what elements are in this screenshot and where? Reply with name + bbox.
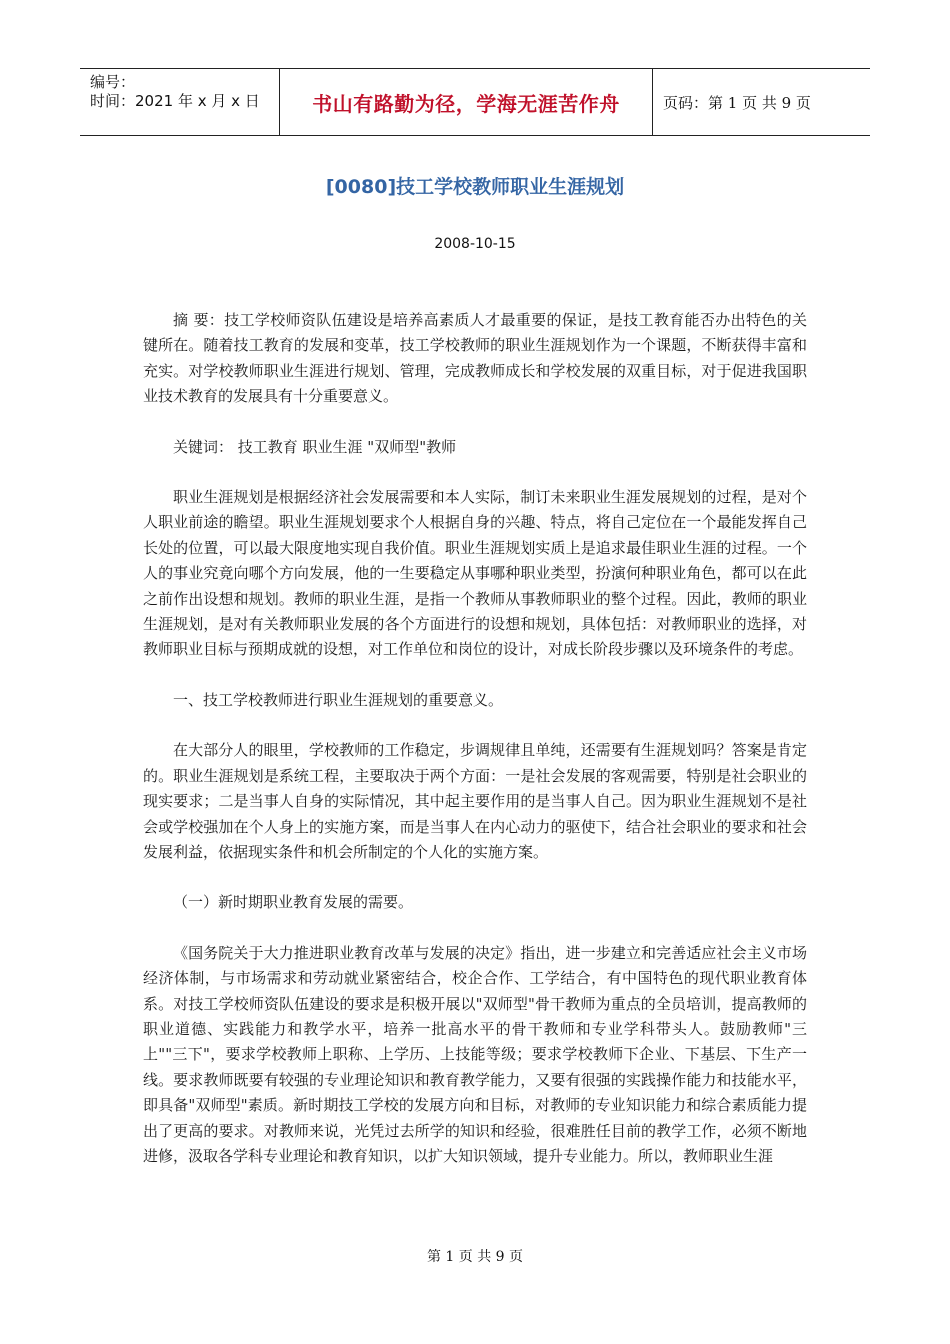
section-heading: 一、技工学校教师进行职业生涯规划的重要意义。 [173, 690, 504, 709]
document-title: [0080]技工学校教师职业生涯规划 [325, 176, 625, 198]
document-time-label: 时间：2021 年 x 月 x 日 [90, 92, 260, 110]
header-motto: 书山有路勤为径，学海无涯苦作舟 [280, 69, 653, 135]
header-table [80, 68, 870, 136]
header-meta-cell [80, 69, 280, 135]
document-number-label: 编号： [90, 73, 136, 91]
body-paragraph: 《国务院关于大力推进职业教育改革与发展的决定》指出，进一步建立和完善适应社会主义市场经济体制，与市场需求和劳动就业紧密结合，校企合作、工学结合，有中国特色的现代职业教育体系。对技工学校师资队伍建设的要求是积极开展以"双师型"骨干教师为重点的全员培训，提高教师的职业道德、实践能力和教学水平，培养一批高水平的骨干教师和专业学科带头人。鼓励教师"三上""三下"，要求学校教师上职称、上学历、上技能等级；要求学校教师下企业、下基层、下生产一线。要求教师既要有较强的专业理论知识和教育教学能力，又要有很强的实践操作能力和技能水平，即具备"双师型"素质。新时期技工学校的发展方向和目标，对教师的专业知识能力和综合素质能力提出了更高的要求。对教师来说，光凭过去所学的知识和经验，很难胜任目前的教学工作，必须不断地进修，汲取各学科专业理论和教育知识，以扩大知识领域，提升专业能力。所以，教师职业生涯 [143, 943, 807, 1165]
subsection-heading: （一）新时期职业教育发展的需要。 [173, 893, 414, 912]
document-date: 2008-10-15 [434, 236, 516, 252]
body-paragraph: 职业生涯规划是根据经济社会发展需要和本人实际，制订未来职业生涯发展规划的过程，是对个人职业前途的瞻望。职业生涯规划要求个人根据自身的兴趣、特点，将自己定位在一个最能发挥自己长处的位置，可以最大限度地实现自我价值。职业生涯规划实质上是追求最佳职业生涯的过程。一个人的事业究竟向哪个方向发展，他的一生要稳定从事哪种职业类型，扮演何种职业角色，都可以在此之前作出设想和规划。教师的职业生涯，是指一个教师从事教师职业的整个过程。因此，教师的职业生涯规划，是对有关教师职业发展的各个方面进行的设想和规划，具体包括：对教师职业的选择，对教师职业目标与预期成就的设想，对工作单位和岗位的设计，对成长阶段步骤以及环境条件的考虑。 [143, 488, 807, 659]
document-body [143, 308, 807, 1194]
abstract-paragraph: 摘 要：技工学校师资队伍建设是培养高素质人才最重要的保证，是技工教育能否办出特色的关键所在。随着技工教育的发展和变革，技工学校教师的职业生涯规划作为一个课题，不断获得丰富和充实。对学校教师职业生涯进行规划、管理，完成教师成长和学校发展的双重目标，对于促进我国职业技术教育的发展具有十分重要意义。 [143, 311, 807, 406]
keywords-paragraph: 关键词： 技工教育 职业生涯 "双师型"教师 [173, 437, 457, 456]
header-page-info: 页码：第 1 页 共 9 页 [663, 93, 811, 112]
page-footer: 第 1 页 共 9 页 [426, 1249, 524, 1265]
body-paragraph: 在大部分人的眼里，学校教师的工作稳定，步调规律且单纯，还需要有生涯规划吗？答案是肯定的。职业生涯规划是系统工程，主要取决于两个方面：一是社会发展的客观需要，特别是社会职业的现实要求；二是当事人自身的实际情况，其中起主要作用的是当事人自己。因为职业生涯规划不是社会或学校强加在个人身上的实施方案，而是当事人在内心动力的驱使下，结合社会职业的要求和社会发展利益，依据现实条件和机会所制定的个人化的实施方案。 [143, 741, 807, 861]
